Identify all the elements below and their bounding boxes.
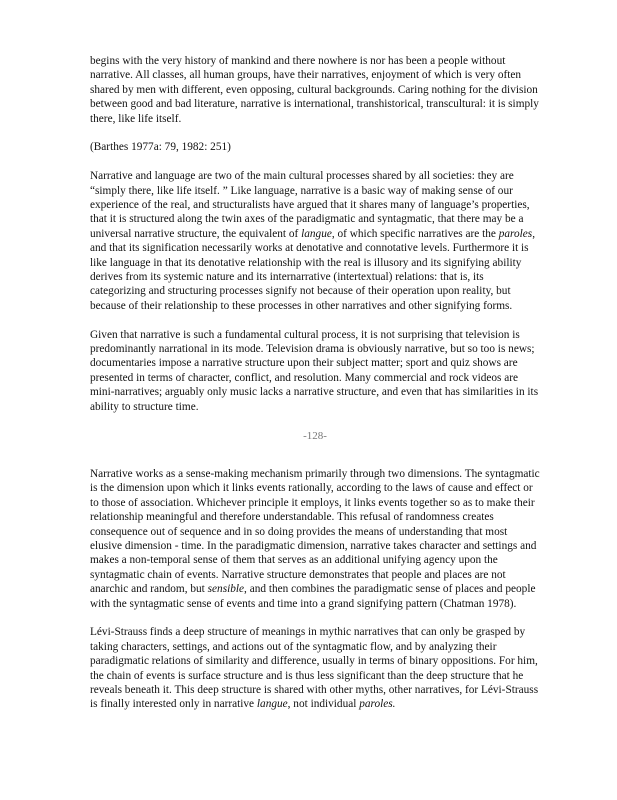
- page-number: -128-: [303, 429, 327, 442]
- paragraph-quote-continued: begins with the very history of mankind and there nowhere is nor has been a people without narrative. All classes, all human groups, have their narratives, enjoyment of which is very often shared by men with different, even opposing, cultural backgrounds. Caring nothing for the division between good and bad literature, narrative is international, transhistorical, transcultural: it is simply there, like life itself.: [90, 55, 539, 125]
- term-paroles: paroles: [498, 227, 533, 240]
- paragraph-television-narrative: Given that narrative is such a fundamental cultural process, it is not surprising that television is predominantly narrational in its mode. Television drama is obviously narrative, but so too is news; documentaries impose a narrative structure upon their subject matter; sport and quiz shows are presented in terms of character, conflict, and resolution. Many commercial and rock videos are mini-narratives; arguably only music lacks a narrative structure, and even that has similarities in its ability to structure time.: [90, 328, 539, 413]
- term-langue-2: langue: [256, 698, 288, 711]
- paragraph-narrative-language: Narrative and language are two of the main cultural processes shared by all societies: they are “simply there, like life itself. ” Like language, narrative is a basic way of making sense of our experience of the real, and structuralists have argued that it shares many of language’s properties, that it is structured along the twin axes of the paradigmatic and syntagmatic, that there may be a universal narrative structure, the equivalent of langue, of which specific narratives are the paroles, and that its signification necessarily works at denotative and connotative levels. Furthermore it is like language in that its denotative relationship with the real is illusory and its signifying ability derives from its systemic nature and its internarrative (intertextual) relations: that is, its categorizing and structuring processes signify not because of their operation upon reality, but because of their relationship to these processes in other narratives and other signifying forms.: [90, 170, 536, 312]
- paragraph-levi-strauss: Lévi-Strauss finds a deep structure of meanings in mythic narratives that can only be grasped by taking characters, settings, and actions out of the syntagmatic flow, and by analyzing their paradigmatic relations of similarity and difference, usually in terms of binary oppositions. For him, the chain of events is surface structure and is thus less significant than the deep structure that he reveals beneath it. This deep structure is shared with other myths, other narratives, for Lévi-Strauss is finally interested only in narrative langue, not individual paroles.: [90, 626, 539, 711]
- document-page: [90, 54, 540, 726]
- term-paroles-2: paroles.: [359, 698, 396, 711]
- term-sensible: sensible: [207, 583, 245, 596]
- term-langue: langue: [301, 227, 332, 240]
- paragraph-sense-making: Narrative works as a sense-making mechanism primarily through two dimensions. The syntagmatic is the dimension upon which it links events rationally, according to the laws of cause and effect or to those of association. Whichever principle it employs, it links events together so as to make their relationship meaningful and therefore understandable. This refusal of randomness creates consequence out of sequence and in so doing provides the means of understanding that most elusive dimension - time. In the paradigmatic dimension, narrative takes character and settings and makes a non-temporal sense of them that serves as an additional unifying agency upon the syntagmatic chain of events. Narrative structure demonstrates that people and places are not anarchic and random, but sensible, and then combines the paradigmatic sense of places and people with the syntagmatic sense of events and time into a grand signifying pattern (Chatman 1978).: [90, 467, 540, 610]
- paragraph-citation: (Barthes 1977a: 79, 1982: 251): [90, 141, 231, 154]
